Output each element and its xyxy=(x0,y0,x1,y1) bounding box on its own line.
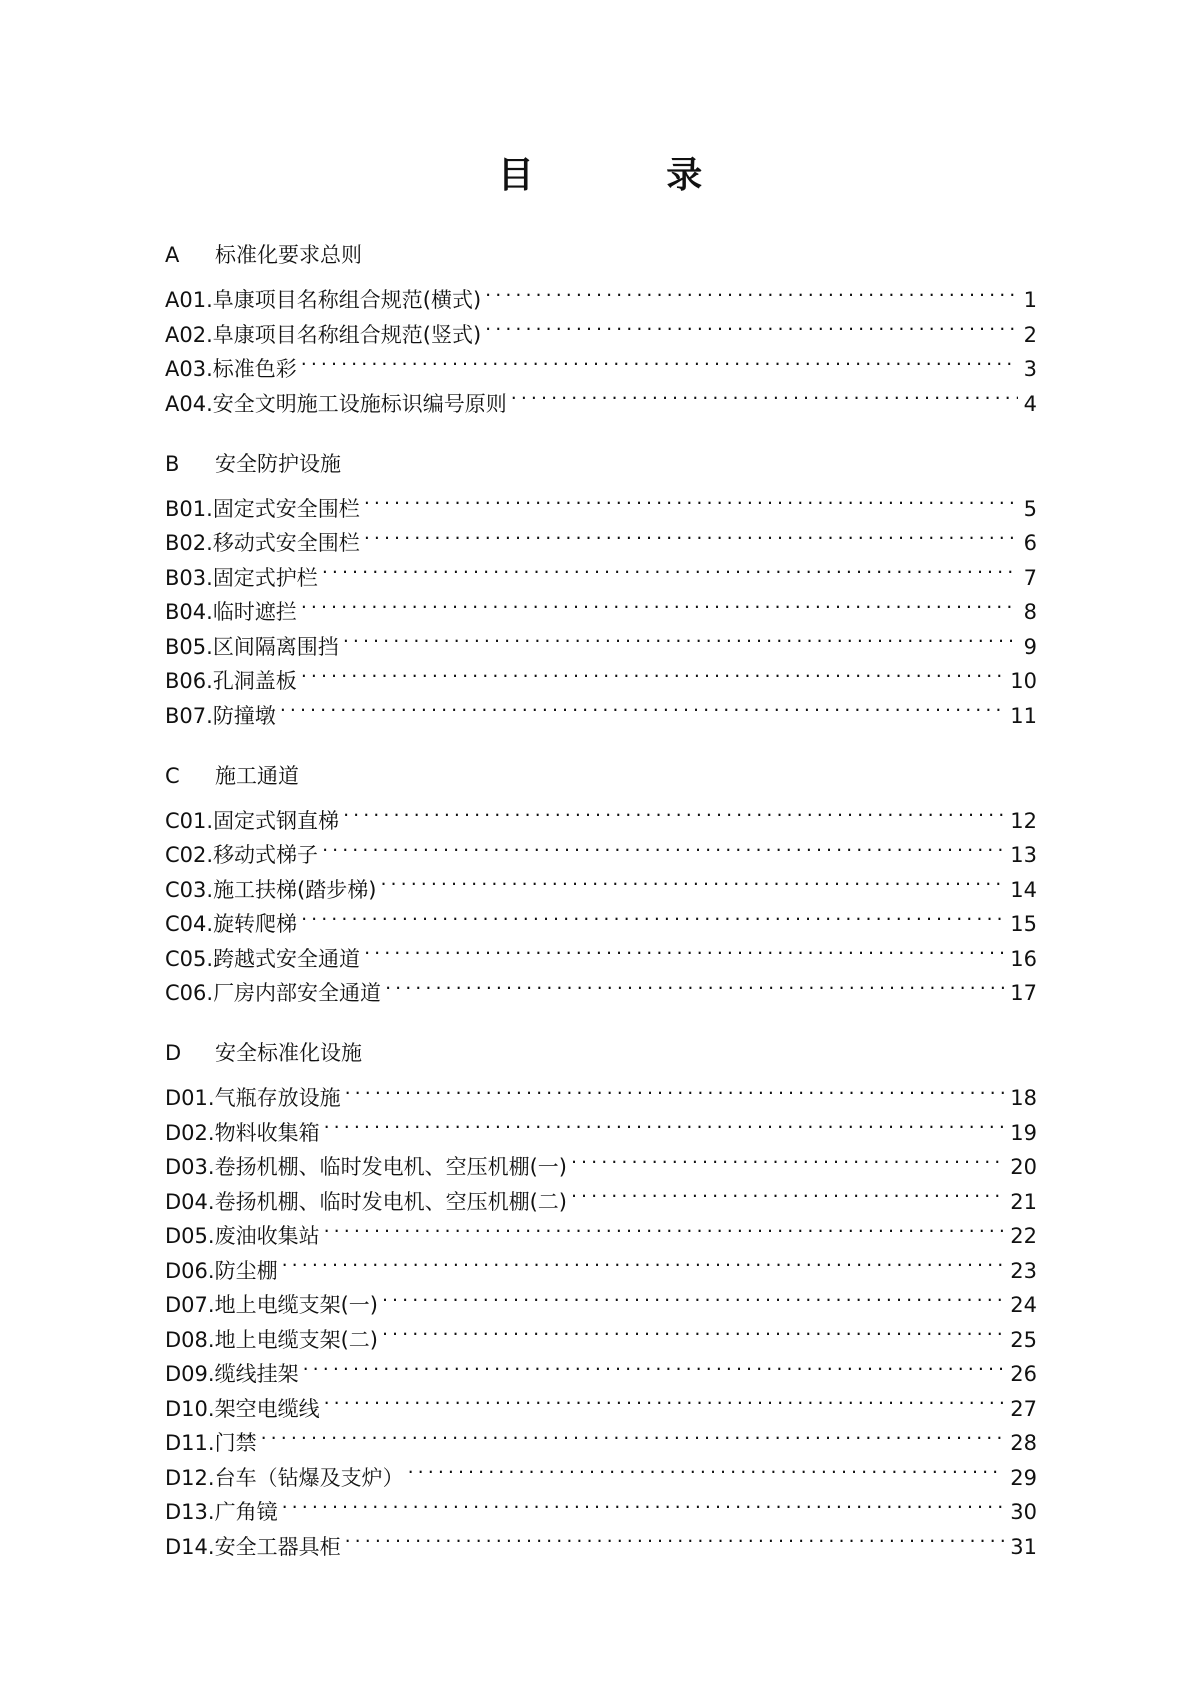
dot-leader xyxy=(345,1519,1005,1554)
entry-title: 物料收集箱 xyxy=(214,1120,320,1145)
section-name: 安全标准化设施 xyxy=(215,1041,362,1065)
dot-leader xyxy=(408,1450,1005,1485)
entry-code: D05. xyxy=(165,1224,215,1248)
entry-title: 固定式钢直梯 xyxy=(213,808,340,833)
entry-title: 地上电缆支架(二) xyxy=(214,1327,378,1352)
toc-entry[interactable] xyxy=(165,1416,1037,1455)
toc-entry[interactable] xyxy=(165,1278,1037,1317)
entry-code: D14. xyxy=(165,1534,215,1559)
entry-title: 地上电缆支架(一) xyxy=(214,1293,378,1317)
entry-page-number: 21 xyxy=(1010,1189,1037,1214)
dot-leader xyxy=(571,1140,1004,1175)
entry-code: D04. xyxy=(165,1189,215,1214)
entry-code: B06. xyxy=(165,669,213,693)
entry-code: B02. xyxy=(165,531,213,555)
entry-title: 跨越式安全通道 xyxy=(213,946,361,971)
dot-leader xyxy=(324,1381,1005,1416)
toc-entry[interactable] xyxy=(165,1071,1037,1110)
toc-section-c xyxy=(165,759,1037,1005)
table-of-contents xyxy=(165,238,1037,1590)
entry-title: 安全工器具柜 xyxy=(214,1534,341,1559)
dot-leader xyxy=(280,688,1004,723)
entry-title: 台车（钻爆及支炉） xyxy=(214,1465,404,1490)
entry-title: 移动式安全围栏 xyxy=(212,531,360,555)
entry-page-number: 31 xyxy=(1010,1534,1037,1559)
entry-code: B07. xyxy=(165,703,213,728)
entry-page-number: 27 xyxy=(1010,1396,1037,1421)
entry-page-number: 1 xyxy=(1023,288,1037,312)
entry-code: C04. xyxy=(165,912,214,936)
entry-page-number: 17 xyxy=(1010,981,1037,1005)
entry-code: D01. xyxy=(165,1086,215,1110)
section-name: 施工通道 xyxy=(215,763,299,788)
section-heading xyxy=(165,759,1037,794)
dot-leader xyxy=(324,1105,1005,1140)
entry-page-number: 22 xyxy=(1010,1224,1037,1248)
dot-leader xyxy=(380,862,1004,897)
toc-entry[interactable] xyxy=(165,1450,1037,1490)
entry-title: 缆线挂架 xyxy=(214,1362,299,1386)
entry-page-number: 20 xyxy=(1010,1155,1037,1179)
entry-page-number: 16 xyxy=(1010,946,1037,971)
entry-code: D02. xyxy=(165,1120,215,1145)
entry-title: 施工扶梯(踏步梯) xyxy=(213,877,377,902)
entry-code: C06. xyxy=(165,981,214,1005)
section-letter: B xyxy=(165,451,180,476)
entry-title: 移动式梯子 xyxy=(213,843,319,867)
entry-code: D11. xyxy=(165,1431,215,1455)
section-heading xyxy=(165,238,1037,273)
entry-code: C01. xyxy=(165,808,214,833)
entry-code: B03. xyxy=(165,565,213,590)
dot-leader xyxy=(382,1312,1004,1347)
dot-leader xyxy=(282,1243,1005,1278)
entry-code: C05. xyxy=(165,946,214,971)
entry-page-number: 13 xyxy=(1010,843,1037,867)
entry-page-number: 29 xyxy=(1010,1465,1037,1490)
section-letter: D xyxy=(165,1041,182,1065)
entry-title: 厂房内部安全通道 xyxy=(213,981,382,1005)
entry-title: 旋转爬梯 xyxy=(213,912,298,936)
toc-entry[interactable] xyxy=(165,1485,1037,1524)
entry-code: D13. xyxy=(165,1500,215,1524)
dot-leader xyxy=(343,793,1004,828)
entry-title: 临时遮拦 xyxy=(212,600,297,624)
entry-page-number: 24 xyxy=(1010,1293,1037,1317)
dot-leader xyxy=(343,619,1018,654)
entry-title: 防撞墩 xyxy=(212,703,276,728)
entry-page-number: 26 xyxy=(1010,1362,1037,1386)
entry-title: 废油收集站 xyxy=(214,1224,320,1248)
entry-code: A02. xyxy=(165,322,213,347)
dot-leader xyxy=(301,654,1004,689)
entry-title: 卷扬机棚、临时发电机、空压机棚(一) xyxy=(214,1155,567,1179)
entry-title: 安全文明施工设施标识编号原则 xyxy=(212,391,507,416)
entry-page-number: 25 xyxy=(1010,1327,1037,1352)
section-name: 安全防护设施 xyxy=(215,451,341,476)
dot-leader xyxy=(382,1278,1004,1313)
entry-page-number: 2 xyxy=(1023,322,1037,347)
entry-code: B04. xyxy=(165,600,213,624)
entry-page-number: 11 xyxy=(1010,703,1037,728)
entry-title: 阜康项目名称组合规范(竖式) xyxy=(212,322,482,347)
entry-title: 广角镜 xyxy=(214,1500,278,1524)
toc-entry[interactable] xyxy=(165,273,1037,312)
entry-page-number: 19 xyxy=(1010,1120,1037,1145)
entry-code: C03. xyxy=(165,877,214,902)
dot-leader xyxy=(301,585,1018,620)
entry-code: D10. xyxy=(165,1396,215,1421)
dot-leader xyxy=(345,1071,1005,1106)
entry-code: D07. xyxy=(165,1293,215,1317)
entry-code: B05. xyxy=(165,634,213,659)
entry-title: 固定式护栏 xyxy=(212,565,318,590)
page-title: 目 录 xyxy=(497,155,763,196)
entry-code: C02. xyxy=(165,843,214,867)
entry-page-number: 14 xyxy=(1010,877,1037,902)
entry-code: D12. xyxy=(165,1465,215,1490)
toc-section-a xyxy=(165,238,1037,416)
dot-leader xyxy=(364,931,1004,966)
entry-page-number: 23 xyxy=(1010,1258,1037,1283)
dot-leader xyxy=(322,828,1004,863)
entry-title: 架空电缆线 xyxy=(214,1396,320,1421)
toc-entry[interactable] xyxy=(165,481,1037,521)
dot-leader xyxy=(301,897,1004,932)
entry-page-number: 15 xyxy=(1010,912,1037,936)
entry-page-number: 18 xyxy=(1010,1086,1037,1110)
entry-page-number: 6 xyxy=(1023,531,1037,555)
entry-code: D03. xyxy=(165,1155,215,1179)
section-name: 标准化要求总则 xyxy=(215,243,362,267)
entry-code: D08. xyxy=(165,1327,215,1352)
dot-leader xyxy=(385,966,1004,1001)
entry-code: D06. xyxy=(165,1258,215,1283)
entry-page-number: 10 xyxy=(1010,669,1037,693)
entry-code: B01. xyxy=(165,496,213,521)
dot-leader xyxy=(485,273,1017,308)
entry-page-number: 12 xyxy=(1010,808,1037,833)
entry-page-number: 4 xyxy=(1023,391,1037,416)
entry-title: 阜康项目名称组合规范(横式) xyxy=(212,288,482,312)
entry-page-number: 5 xyxy=(1023,496,1037,521)
entry-code: A01. xyxy=(165,288,213,312)
toc-section-d xyxy=(165,1036,1037,1559)
dot-leader xyxy=(282,1485,1005,1520)
entry-page-number: 9 xyxy=(1023,634,1037,659)
entry-code: A03. xyxy=(165,357,213,381)
section-heading xyxy=(165,1036,1037,1071)
entry-page-number: 28 xyxy=(1010,1431,1037,1455)
section-letter: A xyxy=(165,243,180,267)
entry-title: 固定式安全围栏 xyxy=(212,496,360,521)
dot-leader xyxy=(303,1347,1005,1382)
dot-leader xyxy=(261,1416,1005,1451)
entry-title: 气瓶存放设施 xyxy=(214,1086,341,1110)
dot-leader xyxy=(324,1209,1005,1244)
section-letter: C xyxy=(165,763,180,788)
entry-page-number: 8 xyxy=(1023,600,1037,624)
dot-leader xyxy=(364,516,1018,551)
entry-title: 标准色彩 xyxy=(212,357,297,381)
dot-leader xyxy=(301,342,1018,377)
toc-section-b xyxy=(165,447,1037,728)
entry-page-number: 7 xyxy=(1023,565,1037,590)
entry-code: A04. xyxy=(165,391,213,416)
entry-code: D09. xyxy=(165,1362,215,1386)
dot-leader xyxy=(511,376,1018,411)
dot-leader xyxy=(485,307,1017,342)
entry-title: 卷扬机棚、临时发电机、空压机棚(二) xyxy=(214,1189,567,1214)
dot-leader xyxy=(364,481,1018,516)
entry-page-number: 3 xyxy=(1023,357,1037,381)
toc-entry[interactable] xyxy=(165,793,1037,833)
entry-title: 孔洞盖板 xyxy=(212,669,297,693)
entry-page-number: 30 xyxy=(1010,1500,1037,1524)
toc-entry[interactable] xyxy=(165,1243,1037,1283)
dot-leader xyxy=(322,550,1018,585)
toc-entry[interactable] xyxy=(165,1519,1037,1559)
entry-title: 区间隔离围挡 xyxy=(212,634,339,659)
section-heading xyxy=(165,447,1037,482)
entry-title: 门禁 xyxy=(214,1431,257,1455)
entry-title: 防尘棚 xyxy=(214,1258,278,1283)
dot-leader xyxy=(571,1174,1004,1209)
toc-entry[interactable] xyxy=(165,688,1037,728)
